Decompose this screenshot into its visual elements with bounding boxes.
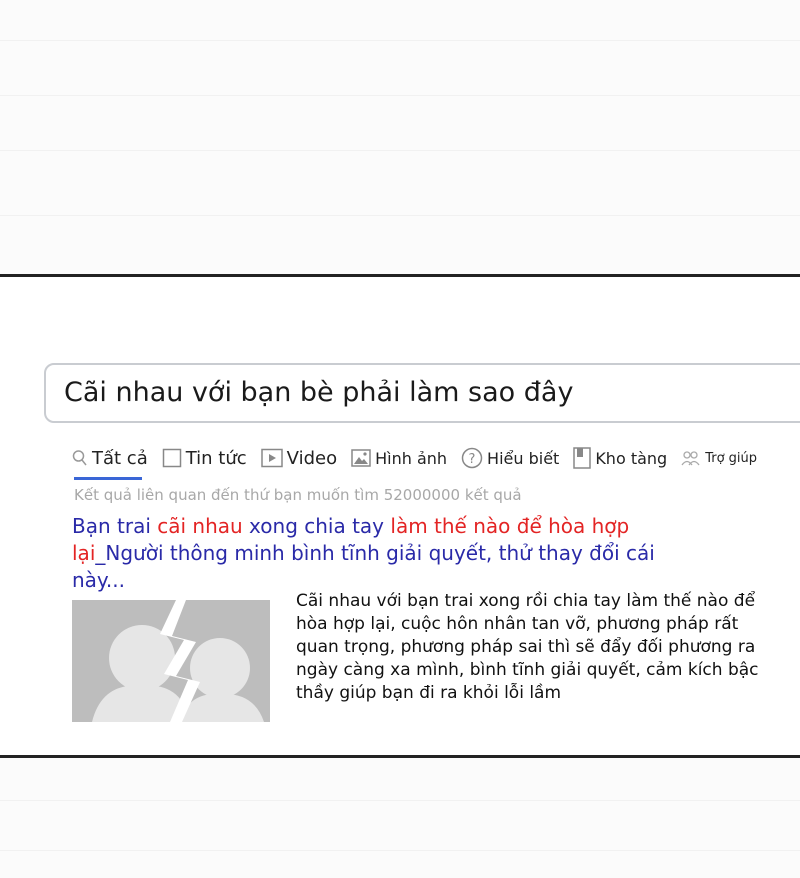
result-title-part: _Người thông minh bình tĩnh giải quyết, thử thay đổi cái này... (72, 541, 655, 592)
search-query-text: Cãi nhau với bạn bè phải làm sao đây (64, 377, 574, 408)
search-icon (72, 449, 88, 467)
tab-video[interactable] (261, 448, 337, 469)
tab-video-label: Video (286, 447, 338, 469)
result-snippet: Cãi nhau với bạn trai xong rồi chia tay làm thế nào để hòa hợp lại, cuộc hôn nhân tan vỡ, phương pháp rất quan trọng, phương pháp sai thì sẽ đẩy đối phương ra ngày càng xa mình, bình tĩnh giải quyết, cảm kích bậc thầy giúp bạn đi ra khỏi lỗi lầm (296, 591, 759, 703)
question-icon (461, 447, 483, 469)
result-title-part: xong chia tay (242, 514, 391, 538)
tab-news-label: Tin tức (185, 447, 247, 469)
tab-library[interactable] (573, 447, 667, 469)
users-icon (681, 450, 701, 466)
result-title-part: Bạn trai (72, 514, 158, 538)
search-tabs (72, 445, 757, 471)
library-icon (573, 447, 591, 469)
results-summary: Kết quả liên quan đến thứ bạn muốn tìm 52000000 kết quả (74, 486, 522, 504)
tab-knowledge-label: Hiểu biết (487, 448, 560, 468)
background-line (0, 150, 800, 151)
tab-library-label: Kho tàng (595, 448, 668, 468)
svg-text:?: ? (468, 452, 476, 467)
search-input[interactable] (44, 363, 800, 423)
play-icon (261, 448, 283, 468)
background-line (0, 95, 800, 96)
result-title-link[interactable] (72, 513, 712, 594)
result-title-highlight: cãi nhau (157, 514, 243, 538)
tab-images-label: Hình ảnh (375, 448, 448, 468)
broken-heart-couple-image (72, 600, 270, 722)
result-title-highlight: làm thế nào để hòa hợp lại (72, 514, 630, 565)
news-icon (162, 448, 182, 468)
active-tab-indicator (74, 477, 142, 480)
background-line (0, 40, 800, 41)
background-line (0, 215, 800, 216)
tab-help-label: Trợ giúp (705, 450, 758, 466)
tab-all[interactable] (72, 448, 148, 469)
tab-news[interactable] (162, 448, 247, 469)
search-results-panel (0, 274, 800, 758)
image-icon (351, 449, 371, 467)
background-line (0, 850, 800, 851)
tab-all-label: Tất cả (92, 447, 148, 469)
background-line (0, 800, 800, 801)
result-thumbnail[interactable] (72, 600, 270, 722)
tab-images[interactable] (351, 449, 447, 468)
tab-knowledge[interactable] (461, 447, 559, 469)
tab-help[interactable] (681, 450, 757, 466)
